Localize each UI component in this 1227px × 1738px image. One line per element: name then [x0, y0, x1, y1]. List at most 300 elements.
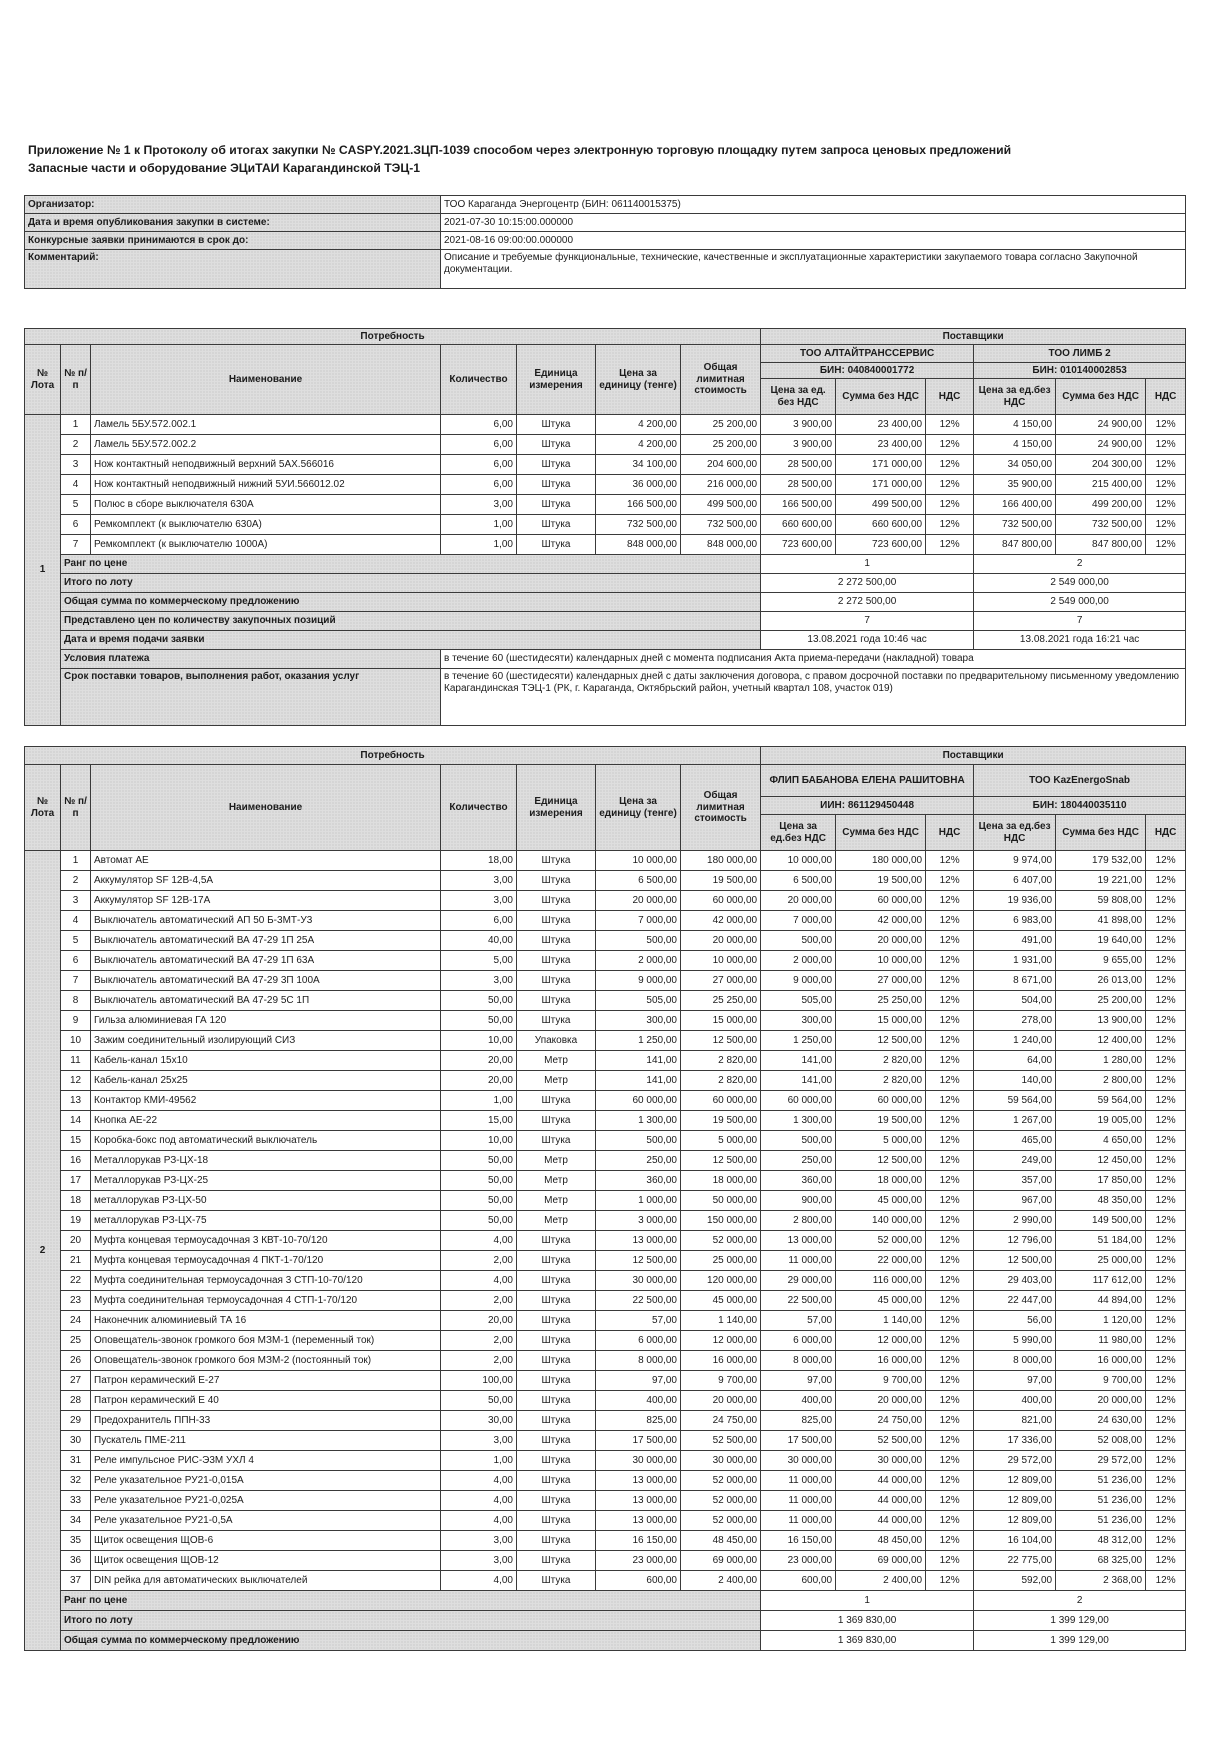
table-row: [25, 1071, 1186, 1091]
summary-label: Итого по лоту: [61, 574, 761, 593]
item-limit-total: 30 000,00: [681, 1451, 761, 1471]
supplier-1-sum: 60 000,00: [836, 1091, 926, 1111]
item-unit-price: 1 250,00: [596, 1031, 681, 1051]
item-quantity: 10,00: [441, 1031, 517, 1051]
supplier-1-unit-price: 141,00: [761, 1051, 836, 1071]
table-row: [25, 1231, 1186, 1251]
item-number: 34: [61, 1511, 91, 1531]
supplier-1-sum: 44 000,00: [836, 1491, 926, 1511]
supplier-2-unit-price: 19 936,00: [974, 891, 1056, 911]
supplier-2-unit-price: 16 104,00: [974, 1531, 1056, 1551]
item-quantity: 4,00: [441, 1271, 517, 1291]
supplier-2-sum: 9 655,00: [1056, 951, 1146, 971]
supplier-1-vat: 12%: [926, 1071, 974, 1091]
item-unit: Штука: [517, 435, 596, 455]
item-quantity: 18,00: [441, 851, 517, 871]
table-row: [25, 1371, 1186, 1391]
supplier-1-vat: 12%: [926, 951, 974, 971]
item-quantity: 20,00: [441, 1311, 517, 1331]
supplier-1-sum: 9 700,00: [836, 1371, 926, 1391]
supplier-2-sum: 179 532,00: [1056, 851, 1146, 871]
table-row: [25, 455, 1186, 475]
summary-text: [441, 650, 1186, 669]
supplier-2-vat: 12%: [1146, 1471, 1186, 1491]
item-unit-price: 500,00: [596, 931, 681, 951]
item-limit-total: 216 000,00: [681, 475, 761, 495]
item-name: Реле указательное РУ21-0,025А: [91, 1491, 441, 1511]
supplier-2-vat: 12%: [1146, 1451, 1186, 1471]
item-unit-price: 6 500,00: [596, 871, 681, 891]
item-limit-total: 18 000,00: [681, 1171, 761, 1191]
supplier-2-vat: 12%: [1146, 495, 1186, 515]
supplier-2-vat: 12%: [1146, 1031, 1186, 1051]
item-quantity: 50,00: [441, 1211, 517, 1231]
item-unit: Штука: [517, 891, 596, 911]
item-quantity: 3,00: [441, 495, 517, 515]
supplier-1-unit-price: 1 250,00: [761, 1031, 836, 1051]
supplier-1-subheader: НДС: [926, 815, 974, 851]
item-unit: Метр: [517, 1211, 596, 1231]
supplier-1-unit-price: 6 500,00: [761, 871, 836, 891]
supplier-2-unit-price: 29 572,00: [974, 1451, 1056, 1471]
supplier-2-vat: 12%: [1146, 455, 1186, 475]
item-number: 18: [61, 1191, 91, 1211]
document-title: [28, 141, 1011, 177]
supplier-1-unit-price: 97,00: [761, 1371, 836, 1391]
supplier-2-sum: 59 564,00: [1056, 1091, 1146, 1111]
item-name: Щиток освещения ЩОВ-12: [91, 1551, 441, 1571]
supplier-2-subheader: Сумма без НДС: [1056, 379, 1146, 415]
supplier-2-sum: 44 894,00: [1056, 1291, 1146, 1311]
summary-label: Ранг по цене: [61, 1591, 761, 1611]
item-limit-total: 120 000,00: [681, 1271, 761, 1291]
item-name: Муфта соединительная термоусадочная 3 СТП-10-70/120: [91, 1271, 441, 1291]
item-quantity: 3,00: [441, 971, 517, 991]
item-number: 25: [61, 1331, 91, 1351]
supplier-2-sum: 51 236,00: [1056, 1491, 1146, 1511]
supplier-2-unit-price: 6 983,00: [974, 911, 1056, 931]
supplier-1-sum: 22 000,00: [836, 1251, 926, 1271]
supplier-2-sum: 25 000,00: [1056, 1251, 1146, 1271]
table-row: [25, 1391, 1186, 1411]
summary-value-supplier-1: 13.08.2021 года 10:46 час: [761, 631, 974, 650]
supplier-2-sum: 51 236,00: [1056, 1511, 1146, 1531]
item-name: Выключатель автоматический ВА 47-29 3П 100А: [91, 971, 441, 991]
header-row: [25, 765, 1186, 797]
supplier-1-unit-price: 1 300,00: [761, 1111, 836, 1131]
column-header-name: Наименование: [91, 765, 441, 851]
item-limit-total: 45 000,00: [681, 1291, 761, 1311]
table-row: [25, 1551, 1186, 1571]
item-number: 35: [61, 1531, 91, 1551]
supplier-2-unit-price: 4 150,00: [974, 415, 1056, 435]
item-quantity: 2,00: [441, 1251, 517, 1271]
item-quantity: 100,00: [441, 1371, 517, 1391]
supplier-1-unit-price: 16 150,00: [761, 1531, 836, 1551]
item-name: Аккумулятор SF 12B-4,5A: [91, 871, 441, 891]
supplier-2-sum: 51 236,00: [1056, 1471, 1146, 1491]
supplier-1-vat: 12%: [926, 1431, 974, 1451]
item-unit-price: 97,00: [596, 1371, 681, 1391]
item-limit-total: 1 140,00: [681, 1311, 761, 1331]
table-row: [25, 415, 1186, 435]
item-unit: Штука: [517, 1531, 596, 1551]
supplier-2-vat: 12%: [1146, 911, 1186, 931]
supplier-1-vat: 12%: [926, 1471, 974, 1491]
supplier-1-vat: 12%: [926, 1031, 974, 1051]
summary-value-supplier-1: 2 272 500,00: [761, 574, 974, 593]
supplier-2-sum: 24 900,00: [1056, 435, 1146, 455]
summary-value-supplier-2: 2: [974, 555, 1186, 574]
column-header-limit: Общая лимитная стоимость: [681, 765, 761, 851]
supplier-2-unit-price: 1 267,00: [974, 1111, 1056, 1131]
item-limit-total: 848 000,00: [681, 535, 761, 555]
item-quantity: 6,00: [441, 911, 517, 931]
item-name: Ремкомплект (к выключателю 630А): [91, 515, 441, 535]
supplier-2-name: ТОО ЛИМБ 2: [974, 345, 1186, 363]
supplier-2-unit-price: 821,00: [974, 1411, 1056, 1431]
supplier-2-unit-price: 465,00: [974, 1131, 1056, 1151]
item-limit-total: 150 000,00: [681, 1211, 761, 1231]
item-unit: Метр: [517, 1191, 596, 1211]
item-quantity: 1,00: [441, 1451, 517, 1471]
supplier-1-sum: 180 000,00: [836, 851, 926, 871]
supplier-2-unit-price: 12 809,00: [974, 1471, 1056, 1491]
item-quantity: 50,00: [441, 1011, 517, 1031]
supplier-2-sum: 9 700,00: [1056, 1371, 1146, 1391]
supplier-1-sum: 23 400,00: [836, 415, 926, 435]
item-number: 6: [61, 951, 91, 971]
supplier-1-sum: 723 600,00: [836, 535, 926, 555]
item-limit-total: 204 600,00: [681, 455, 761, 475]
table-row: [25, 1571, 1186, 1591]
supplier-2-sum: 13 900,00: [1056, 1011, 1146, 1031]
item-quantity: 50,00: [441, 1171, 517, 1191]
item-unit: Метр: [517, 1171, 596, 1191]
item-name: Выключатель автоматический ВА 47-29 1П 25А: [91, 931, 441, 951]
supplier-2-vat: 12%: [1146, 871, 1186, 891]
summary-text-line: Карагандинская ТЭЦ-1 (РК, г. Караганда, Октябрьский район, учетный квартал 108, участок 019): [444, 682, 893, 694]
item-limit-total: 48 450,00: [681, 1531, 761, 1551]
table-row: [25, 1531, 1186, 1551]
supplier-2-vat: 12%: [1146, 851, 1186, 871]
summary-text: [441, 669, 1186, 726]
summary-value-supplier-1: 7: [761, 612, 974, 631]
supplier-1-name: ТОО АЛТАЙТРАНССЕРВИС: [761, 345, 974, 363]
supplier-2-unit-price: 22 447,00: [974, 1291, 1056, 1311]
item-quantity: 2,00: [441, 1351, 517, 1371]
item-unit-price: 23 000,00: [596, 1551, 681, 1571]
item-unit: Упаковка: [517, 1031, 596, 1051]
info-label: Организатор:: [25, 196, 441, 214]
item-limit-total: 19 500,00: [681, 1111, 761, 1131]
supplier-2-vat: 12%: [1146, 1311, 1186, 1331]
supplier-2-unit-price: 592,00: [974, 1571, 1056, 1591]
supplier-1-vat: 12%: [926, 1371, 974, 1391]
supplier-1-vat: 12%: [926, 1411, 974, 1431]
item-quantity: 50,00: [441, 1151, 517, 1171]
supplier-1-sum: 48 450,00: [836, 1531, 926, 1551]
supplier-2-vat: 12%: [1146, 891, 1186, 911]
supplier-1-vat: 12%: [926, 891, 974, 911]
table-row: [25, 1431, 1186, 1451]
supplier-1-vat: 12%: [926, 535, 974, 555]
supplier-2-vat: 12%: [1146, 1251, 1186, 1271]
item-limit-total: 9 700,00: [681, 1371, 761, 1391]
need-header: Потребность: [25, 329, 761, 345]
item-name: Аккумулятор SF 12B-17A: [91, 891, 441, 911]
supplier-1-unit-price: 600,00: [761, 1571, 836, 1591]
supplier-2-vat: 12%: [1146, 1131, 1186, 1151]
summary-row: [25, 1591, 1186, 1611]
supplier-2-subheader: НДС: [1146, 815, 1186, 851]
supplier-1-unit-price: 250,00: [761, 1151, 836, 1171]
item-unit: Штука: [517, 1491, 596, 1511]
item-limit-total: 52 000,00: [681, 1511, 761, 1531]
item-unit-price: 360,00: [596, 1171, 681, 1191]
table-row: [25, 1471, 1186, 1491]
supplier-1-unit-price: 11 000,00: [761, 1251, 836, 1271]
item-number: 5: [61, 931, 91, 951]
table-row: [25, 1351, 1186, 1371]
supplier-1-unit-price: 3 900,00: [761, 435, 836, 455]
supplier-1-unit-price: 825,00: [761, 1411, 836, 1431]
supplier-2-sum: 59 808,00: [1056, 891, 1146, 911]
item-number: 20: [61, 1231, 91, 1251]
supplier-1-sum: 19 500,00: [836, 871, 926, 891]
item-unit-price: 600,00: [596, 1571, 681, 1591]
table-row: [25, 1251, 1186, 1271]
supplier-1-unit-price: 10 000,00: [761, 851, 836, 871]
item-name: Контактор КМИ-49562: [91, 1091, 441, 1111]
supplier-1-unit-price: 166 500,00: [761, 495, 836, 515]
table-row: [25, 1051, 1186, 1071]
supplier-2-sum: 215 400,00: [1056, 475, 1146, 495]
item-name: Муфта соединительная термоусадочная 4 СТП-1-70/120: [91, 1291, 441, 1311]
supplier-2-unit-price: 56,00: [974, 1311, 1056, 1331]
item-name: Выключатель автоматический ВА 47-29 1П 63А: [91, 951, 441, 971]
table-row: [25, 535, 1186, 555]
supplier-1-sum: 23 400,00: [836, 435, 926, 455]
supplier-2-unit-price: 249,00: [974, 1151, 1056, 1171]
supplier-1-bin: ИИН: 861129450448: [761, 797, 974, 815]
summary-row: [25, 593, 1186, 612]
summary-value-supplier-1: 1 369 830,00: [761, 1631, 974, 1651]
item-quantity: 6,00: [441, 455, 517, 475]
supplier-2-vat: 12%: [1146, 1551, 1186, 1571]
item-unit-price: 4 200,00: [596, 415, 681, 435]
item-name: Реле импульсное РИС-Э3М УХЛ 4: [91, 1451, 441, 1471]
item-limit-total: 15 000,00: [681, 1011, 761, 1031]
item-unit: Метр: [517, 1071, 596, 1091]
item-number: 19: [61, 1211, 91, 1231]
supplier-2-sum: 51 184,00: [1056, 1231, 1146, 1251]
supplier-1-vat: 12%: [926, 1291, 974, 1311]
supplier-2-sum: 847 800,00: [1056, 535, 1146, 555]
item-number: 4: [61, 911, 91, 931]
supplier-1-sum: 116 000,00: [836, 1271, 926, 1291]
supplier-1-unit-price: 505,00: [761, 991, 836, 1011]
item-unit-price: 30 000,00: [596, 1451, 681, 1471]
item-name: Наконечник алюминиевый ТА 16: [91, 1311, 441, 1331]
item-limit-total: 2 820,00: [681, 1071, 761, 1091]
supplier-2-unit-price: 6 407,00: [974, 871, 1056, 891]
item-unit: Штука: [517, 1331, 596, 1351]
supplier-2-vat: 12%: [1146, 1171, 1186, 1191]
item-quantity: 4,00: [441, 1571, 517, 1591]
item-unit-price: 16 150,00: [596, 1531, 681, 1551]
supplier-2-sum: 499 200,00: [1056, 495, 1146, 515]
supplier-1-unit-price: 660 600,00: [761, 515, 836, 535]
item-limit-total: 27 000,00: [681, 971, 761, 991]
lot-number: 2: [25, 851, 61, 1651]
item-limit-total: 12 500,00: [681, 1031, 761, 1051]
item-unit: Штука: [517, 455, 596, 475]
item-unit-price: 30 000,00: [596, 1271, 681, 1291]
supplier-2-vat: 12%: [1146, 1571, 1186, 1591]
item-unit-price: 141,00: [596, 1071, 681, 1091]
supplier-1-unit-price: 28 500,00: [761, 455, 836, 475]
info-label: Конкурсные заявки принимаются в срок до:: [25, 232, 441, 250]
supplier-2-vat: 12%: [1146, 1331, 1186, 1351]
item-name: Предохранитель ППН-33: [91, 1411, 441, 1431]
supplier-2-sum: 1 280,00: [1056, 1051, 1146, 1071]
column-header-num: № п/п: [61, 765, 91, 851]
supplier-2-vat: 12%: [1146, 1191, 1186, 1211]
item-number: 21: [61, 1251, 91, 1271]
item-name: Реле указательное РУ21-0,5А: [91, 1511, 441, 1531]
table-row: [25, 1191, 1186, 1211]
supplier-1-vat: 12%: [926, 991, 974, 1011]
item-unit-price: 3 000,00: [596, 1211, 681, 1231]
supplier-1-unit-price: 500,00: [761, 1131, 836, 1151]
item-quantity: 1,00: [441, 1091, 517, 1111]
supplier-1-unit-price: 8 000,00: [761, 1351, 836, 1371]
header-row: [25, 345, 1186, 363]
table-row: [25, 1291, 1186, 1311]
supplier-2-sum: 2 800,00: [1056, 1071, 1146, 1091]
supplier-2-unit-price: 847 800,00: [974, 535, 1056, 555]
supplier-1-sum: 18 000,00: [836, 1171, 926, 1191]
table-row: [25, 1091, 1186, 1111]
supplier-2-vat: 12%: [1146, 1291, 1186, 1311]
supplier-1-unit-price: 7 000,00: [761, 911, 836, 931]
supplier-1-unit-price: 723 600,00: [761, 535, 836, 555]
item-quantity: 50,00: [441, 1191, 517, 1211]
supplier-1-vat: 12%: [926, 475, 974, 495]
supplier-2-sum: 26 013,00: [1056, 971, 1146, 991]
supplier-1-sum: 44 000,00: [836, 1471, 926, 1491]
supplier-2-sum: 17 850,00: [1056, 1171, 1146, 1191]
supplier-2-sum: 204 300,00: [1056, 455, 1146, 475]
summary-label: Общая сумма по коммерческому предложению: [61, 1631, 761, 1651]
supplier-1-unit-price: 28 500,00: [761, 475, 836, 495]
item-quantity: 3,00: [441, 1531, 517, 1551]
info-value: ТОО Караганда Энергоцентр (БИН: 061140015375): [441, 196, 1186, 214]
item-limit-total: 5 000,00: [681, 1131, 761, 1151]
supplier-2-unit-price: 504,00: [974, 991, 1056, 1011]
supplier-2-bin: БИН: 180440035110: [974, 797, 1186, 815]
item-limit-total: 180 000,00: [681, 851, 761, 871]
item-quantity: 6,00: [441, 415, 517, 435]
info-row: [25, 196, 1186, 214]
summary-row: [25, 555, 1186, 574]
supplier-1-unit-price: 6 000,00: [761, 1331, 836, 1351]
supplier-1-sum: 2 820,00: [836, 1051, 926, 1071]
supplier-2-sum: 41 898,00: [1056, 911, 1146, 931]
item-limit-total: 19 500,00: [681, 871, 761, 891]
supplier-2-sum: 1 120,00: [1056, 1311, 1146, 1331]
item-unit: Штука: [517, 1571, 596, 1591]
summary-label: Представлено цен по количеству закупочных позиций: [61, 612, 761, 631]
supplier-1-vat: 12%: [926, 1051, 974, 1071]
supplier-2-unit-price: 35 900,00: [974, 475, 1056, 495]
supplier-1-vat: 12%: [926, 1171, 974, 1191]
supplier-1-unit-price: 60 000,00: [761, 1091, 836, 1111]
item-quantity: 1,00: [441, 515, 517, 535]
supplier-1-subheader: Цена за ед. без НДС: [761, 379, 836, 415]
item-unit: Штука: [517, 851, 596, 871]
supplier-2-vat: 12%: [1146, 1351, 1186, 1371]
summary-row: [25, 612, 1186, 631]
item-name: Патрон керамический Е-27: [91, 1371, 441, 1391]
item-quantity: 4,00: [441, 1491, 517, 1511]
item-unit-price: 36 000,00: [596, 475, 681, 495]
column-header-lot: № Лота: [25, 765, 61, 851]
item-limit-total: 20 000,00: [681, 931, 761, 951]
supplier-1-vat: 12%: [926, 1091, 974, 1111]
supplier-2-sum: 24 630,00: [1056, 1411, 1146, 1431]
item-name: Ламель 5БУ.572.002.1: [91, 415, 441, 435]
supplier-2-sum: 48 312,00: [1056, 1531, 1146, 1551]
item-quantity: 4,00: [441, 1471, 517, 1491]
supplier-2-unit-price: 64,00: [974, 1051, 1056, 1071]
lot-2-table: [24, 746, 1186, 1651]
supplier-2-sum: 19 640,00: [1056, 931, 1146, 951]
item-number: 7: [61, 971, 91, 991]
item-limit-total: 12 000,00: [681, 1331, 761, 1351]
summary-value-supplier-1: 2 272 500,00: [761, 593, 974, 612]
supplier-1-vat: 12%: [926, 1551, 974, 1571]
table-row: [25, 495, 1186, 515]
item-unit-price: 13 000,00: [596, 1231, 681, 1251]
table-row: [25, 1111, 1186, 1131]
table-row: [25, 1131, 1186, 1151]
item-name: металлорукав РЗ-ЦХ-50: [91, 1191, 441, 1211]
supplier-1-vat: 12%: [926, 1331, 974, 1351]
item-name: Щиток освещения ЩОВ-6: [91, 1531, 441, 1551]
item-limit-total: 52 000,00: [681, 1231, 761, 1251]
item-unit-price: 10 000,00: [596, 851, 681, 871]
item-unit: Штука: [517, 991, 596, 1011]
item-unit: Штука: [517, 1511, 596, 1531]
supplier-1-vat: 12%: [926, 971, 974, 991]
supplier-2-sum: 25 200,00: [1056, 991, 1146, 1011]
item-unit: Штука: [517, 951, 596, 971]
item-number: 1: [61, 415, 91, 435]
item-unit-price: 400,00: [596, 1391, 681, 1411]
item-unit-price: 1 300,00: [596, 1111, 681, 1131]
item-unit-price: 1 000,00: [596, 1191, 681, 1211]
supplier-2-sum: 20 000,00: [1056, 1391, 1146, 1411]
item-limit-total: 732 500,00: [681, 515, 761, 535]
supplier-1-unit-price: 22 500,00: [761, 1291, 836, 1311]
info-label: Комментарий:: [25, 250, 441, 289]
item-quantity: 20,00: [441, 1051, 517, 1071]
item-limit-total: 52 000,00: [681, 1491, 761, 1511]
item-number: 12: [61, 1071, 91, 1091]
supplier-1-subheader: Сумма без НДС: [836, 815, 926, 851]
